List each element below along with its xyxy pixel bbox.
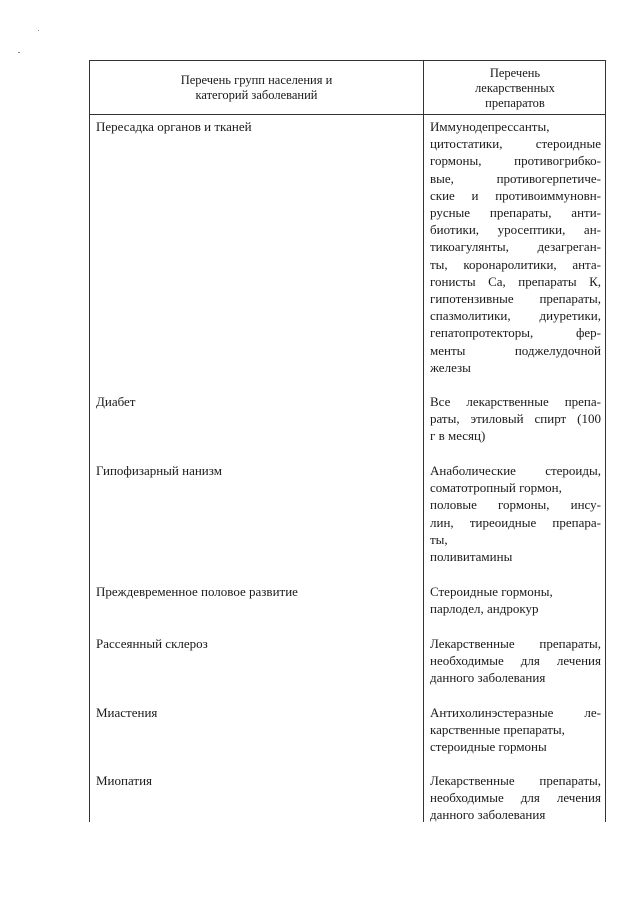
cell-group: Миопатия — [96, 773, 153, 788]
drug-line: русные препараты, анти- — [430, 205, 601, 221]
drug-line: раты, этиловый спирт (100 — [430, 411, 601, 427]
cell-drugs — [430, 704, 601, 756]
drug-line: гормоны, противогрибко- — [430, 153, 601, 169]
drug-line: гипотензивные препараты, — [430, 291, 601, 307]
cell-group: Миастения — [96, 705, 158, 720]
drug-line: Лекарственные препараты, — [430, 773, 601, 788]
cell-drugs — [430, 583, 601, 617]
drug-line: биотики, уросептики, ан- — [430, 222, 601, 238]
drug-line: необходимые для лечения — [430, 653, 601, 669]
cell-group: Диабет — [96, 394, 136, 409]
drug-line: парлодел, андрокур — [430, 601, 539, 617]
cell-drugs — [430, 393, 601, 445]
scan-speck — [18, 52, 20, 53]
table-header — [90, 61, 605, 115]
drug-line: г в месяц) — [430, 428, 486, 444]
drug-line: Стероидные гормоны, — [430, 584, 553, 599]
drug-line: спазмолитики, диуретики, — [430, 308, 601, 324]
drug-line: Иммунодепрессанты, — [430, 119, 550, 134]
drug-line: соматотропный гормон, — [430, 480, 562, 496]
drug-line: цитостатики, стероидные — [430, 136, 601, 152]
drug-line: гепатопротекторы, фер- — [430, 325, 601, 341]
drug-line: необходимые для лечения — [430, 790, 601, 806]
cell-drugs — [430, 118, 601, 376]
drug-list-table — [89, 60, 606, 822]
cell-drugs — [430, 462, 601, 565]
drug-line: стероидные гормоны — [430, 739, 547, 755]
drug-line: ты, — [430, 531, 448, 547]
drug-line: данного заболевания — [430, 670, 546, 686]
drug-line: железы — [430, 359, 471, 375]
cell-group: Гипофизарный нанизм — [96, 463, 222, 478]
cell-group: Рассеянный склероз — [96, 636, 208, 651]
drug-line: Анаболические стероиды, — [430, 463, 601, 478]
drug-line: менты поджелудочной — [430, 342, 601, 358]
cell-group: Пересадка органов и тканей — [96, 119, 252, 134]
drug-line: поливитамины — [430, 549, 513, 565]
drug-line: тикоагулянты, дезагреган- — [430, 239, 601, 255]
drug-line: лин, тиреоидные препара- — [430, 514, 601, 530]
cell-drugs — [430, 635, 601, 687]
column-divider — [423, 61, 424, 822]
drug-line: гонисты Са, препараты К, — [430, 273, 601, 289]
drug-line: данного заболевания — [430, 807, 546, 823]
cell-drugs — [430, 772, 601, 824]
drug-line: половые гормоны, инсу- — [430, 497, 601, 513]
drug-line: ты, коронаролитики, анта- — [430, 256, 601, 272]
drug-line: Лекарственные препараты, — [430, 636, 601, 651]
scan-speck — [38, 30, 39, 31]
drug-line: вые, противогерпетиче- — [430, 170, 601, 186]
drug-line: карственные препараты, — [430, 722, 565, 738]
drug-line: ские и противоиммуновн- — [430, 187, 601, 203]
drug-line: Все лекарственные препа- — [430, 394, 601, 409]
drug-line: Антихолинэстеразные ле- — [430, 705, 601, 720]
header-population-groups: Перечень групп населения и категорий заболеваний — [180, 73, 333, 102]
cell-group: Преждевременное половое развитие — [96, 584, 298, 599]
header-drug-list: Перечень лекарственных препаратов — [475, 65, 555, 110]
